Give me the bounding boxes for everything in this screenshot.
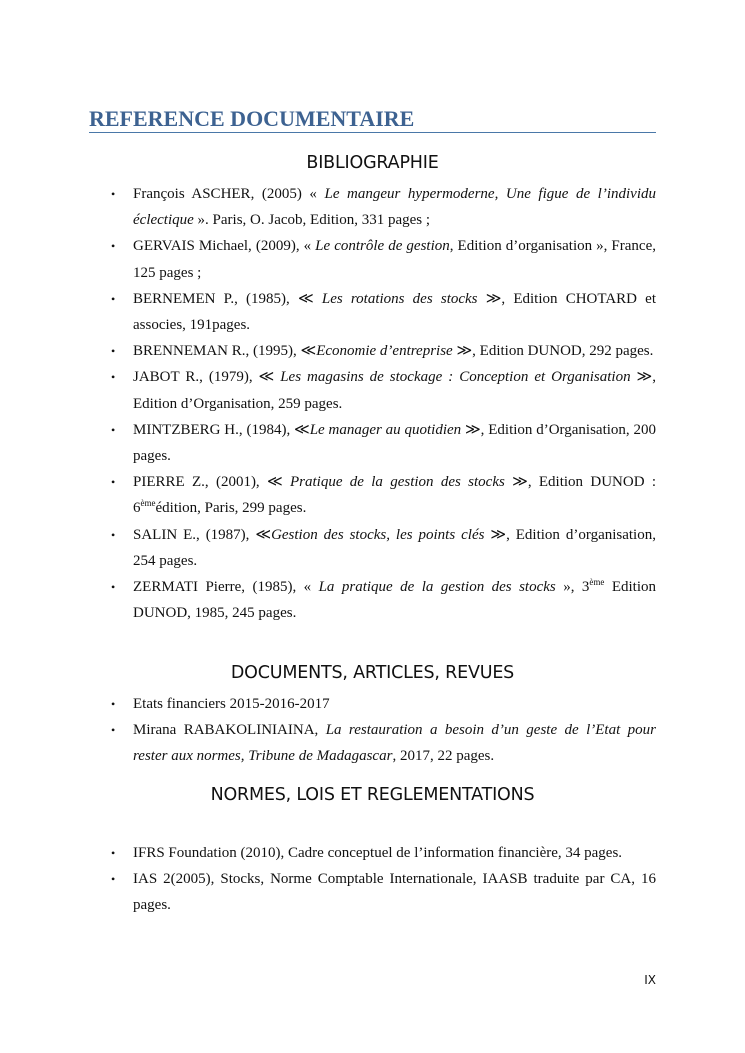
page-title: REFERENCE DOCUMENTAIRE	[89, 106, 656, 133]
reference-text: BRENNEMAN R., (1995), ≪Economie d’entreprise ≫, Edition DUNOD, 292 pages.	[133, 343, 654, 360]
normes-list	[89, 840, 656, 919]
bullet-icon: •	[111, 580, 116, 595]
list-item	[89, 522, 656, 574]
list-item	[89, 574, 656, 626]
reference-text: Etats financiers 2015-2016-2017	[133, 696, 330, 712]
list-item	[89, 233, 656, 285]
list-item	[89, 417, 656, 469]
bullet-icon: •	[111, 527, 116, 542]
list-item	[89, 840, 656, 866]
section-heading-documents: DOCUMENTS, ARTICLES, REVUES	[230, 663, 515, 683]
bullet-icon: •	[111, 846, 116, 860]
reference-text: IFRS Foundation (2010), Cadre conceptuel de l’information financière, 34 pages.	[133, 845, 623, 861]
bullet-icon: •	[111, 239, 116, 254]
section-heading-normes: NORMES, LOIS ET REGLEMENTATIONS	[210, 785, 535, 805]
reference-text: GERVAIS Michael, (2009), « Le contrôle de gestion, Edition d’organisation », France, 125 pages ;	[133, 238, 656, 281]
list-item	[89, 286, 656, 338]
reference-text: SALIN E., (1987), ≪Gestion des stocks, les points clés ≫, Edition d’organisation, 254 pages.	[133, 526, 656, 569]
list-item	[89, 364, 656, 416]
reference-text: MINTZBERG H., (1984), ≪Le manager au quotidien ≫, Edition d’Organisation, 200 pages.	[133, 421, 656, 465]
bullet-icon: •	[111, 697, 116, 711]
reference-text: Mirana RABAKOLINIAINA, La restauration a besoin d’un geste de l’Etat pour rester aux normes, Tribune de Madagascar, 2017, 22 pages.	[133, 722, 656, 765]
reference-text: BERNEMEN P., (1985), ≪ Les rotations des stocks ≫, Edition CHOTARD et associes, 191pages.	[133, 290, 657, 334]
bullet-icon: •	[111, 291, 116, 306]
bullet-icon: •	[111, 872, 116, 887]
list-item	[89, 691, 656, 717]
list-item	[89, 469, 656, 521]
list-item	[89, 717, 656, 769]
list-item	[89, 866, 656, 918]
page-number: IX	[644, 973, 656, 987]
list-item	[89, 338, 656, 364]
bullet-icon: •	[111, 187, 116, 201]
section-heading-bibliographie: BIBLIOGRAPHIE	[306, 153, 439, 173]
reference-text: PIERRE Z., (2001), ≪ Pratique de la gestion des stocks ≫, Edition DUNOD : 6èmeédition, Paris, 299 pages.	[133, 474, 656, 517]
bullet-icon: •	[111, 370, 116, 385]
reference-text: JABOT R., (1979), ≪ Les magasins de stockage : Conception et Organisation ≫, Edition d’Organisation, 259 pages.	[133, 369, 656, 412]
reference-text: François ASCHER, (2005) « Le mangeur hypermoderne, Une figue de l’individu éclectique ». Paris, O. Jacob, Edition, 331 pages ;	[133, 186, 657, 229]
documents-list	[89, 691, 656, 770]
bullet-icon: •	[111, 475, 116, 490]
bullet-icon: •	[111, 344, 116, 359]
bullet-icon: •	[111, 422, 116, 437]
bibliography-list	[89, 181, 656, 626]
list-item	[89, 181, 656, 233]
bullet-icon: •	[111, 723, 116, 738]
reference-text: IAS 2(2005), Stocks, Norme Comptable Internationale, IAASB traduite par CA, 16 pages.	[133, 871, 656, 914]
reference-text: ZERMATI Pierre, (1985), « La pratique de la gestion des stocks », 3ème Edition DUNOD, 1985, 245 pages.	[133, 577, 657, 622]
